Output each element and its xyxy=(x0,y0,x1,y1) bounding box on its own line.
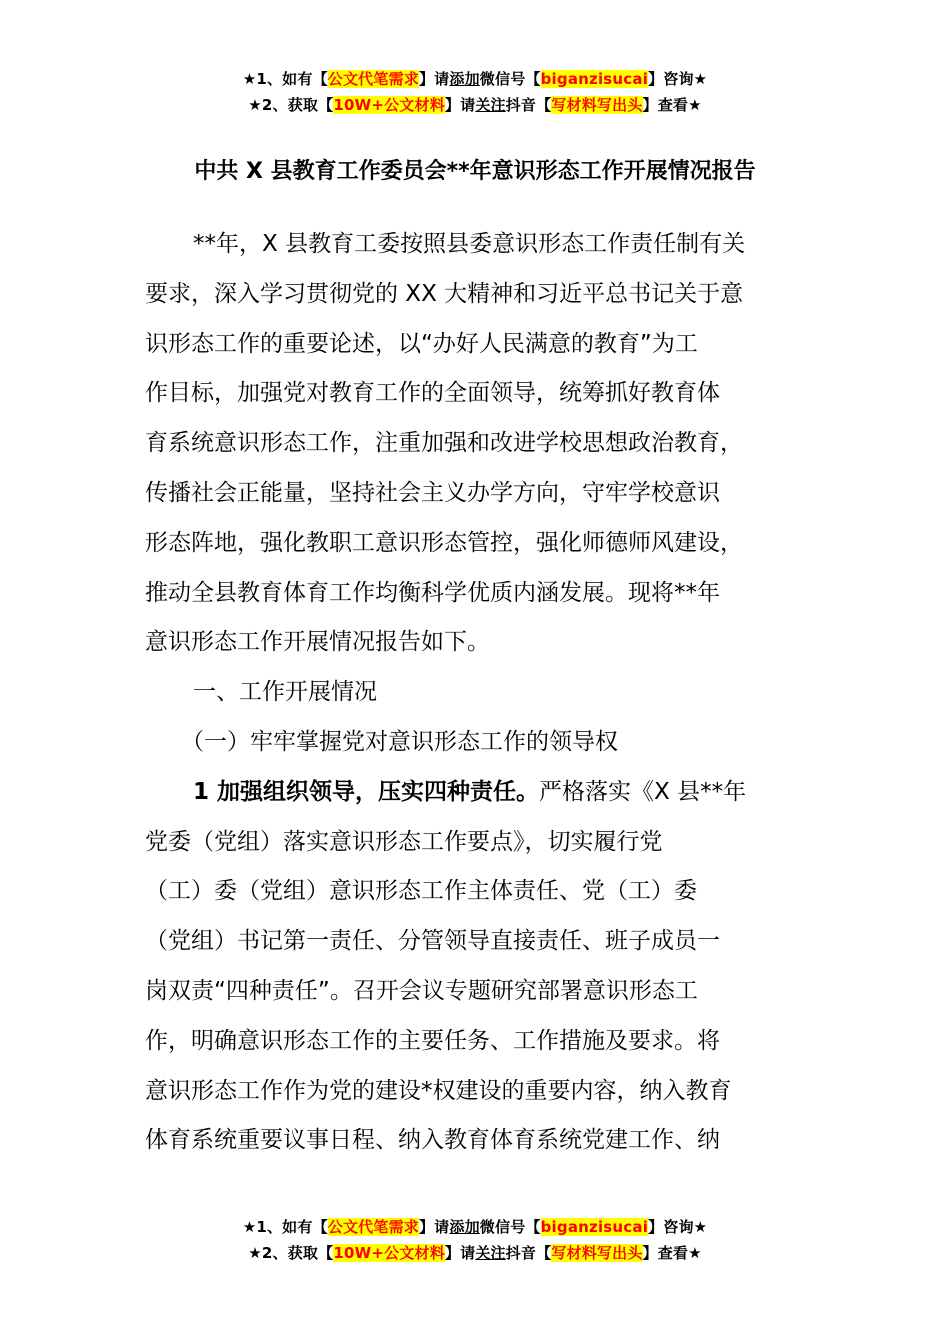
header-promo-banner xyxy=(0,66,950,118)
highlight-wechat-id: biganzisucai xyxy=(540,70,649,88)
paragraph-line: 传播社会正能量，坚持社会主义办学方向，守牢学校意识 xyxy=(145,479,720,506)
paragraph-line: 要求，深入学习贯彻党的 XX 大精神和习近平总书记关于意 xyxy=(145,280,744,307)
document-body xyxy=(145,220,807,1166)
highlight-service: 公文代笔需求 xyxy=(327,70,419,88)
footer-promo-banner xyxy=(0,1214,950,1266)
subsection-heading: （一）牢牢掌握党对意识形态工作的领导权 xyxy=(181,728,618,755)
promo-line-2: ★2、获取【10W+公文材料】请关注抖音【写材料写出头】查看★ xyxy=(248,1244,702,1262)
paragraph-line: 意识形态工作作为党的建设*权建设的重要内容，纳入教育 xyxy=(145,1077,732,1104)
section-heading: 一、工作开展情况 xyxy=(193,679,377,706)
document-title: 中共 X 县教育工作委员会**年意识形态工作开展情况报告 xyxy=(194,159,756,184)
promo-line-1: ★1、如有【公文代笔需求】请添加微信号【biganzisucai】咨询★ xyxy=(242,1218,708,1236)
paragraph-line: 党委（党组）落实意识形态工作要点》，切实履行党 xyxy=(145,828,663,855)
paragraph-line: 育系统意识形态工作，注重加强和改进学校思想政治教育， xyxy=(145,430,743,457)
paragraph-line: 推动全县教育体育工作均衡科学优质内涵发展。现将**年 xyxy=(145,579,720,606)
paragraph-line: （党组）书记第一责任、分管领导直接责任、班子成员一 xyxy=(145,928,720,955)
highlight-materials: 10W+公文材料 xyxy=(333,1244,445,1262)
highlight-douyin: 写材料写出头 xyxy=(551,1244,643,1262)
highlight-douyin: 写材料写出头 xyxy=(551,96,643,114)
highlight-service: 公文代笔需求 xyxy=(327,1218,419,1236)
promo-line-1: ★1、如有【公文代笔需求】请添加微信号【biganzisucai】咨询★ xyxy=(242,70,708,88)
paragraph-line: 形态阵地，强化教职工意识形态管控，强化师德师风建设， xyxy=(145,529,743,556)
highlight-wechat-id: biganzisucai xyxy=(540,1218,649,1236)
paragraph-line: 作，明确意识形态工作的主要任务、工作措施及要求。将 xyxy=(145,1027,720,1054)
item-first-line: 1 加强组织领导，压实四种责任。严格落实《X 县**年 xyxy=(193,778,747,805)
paragraph-line: 岗双责“四种责任”。召开会议专题研究部署意识形态工 xyxy=(145,977,698,1004)
paragraph-line: **年，X 县教育工委按照县委意识形态工作责任制有关 xyxy=(193,231,746,257)
paragraph-line: 体育系统重要议事日程、纳入教育体育系统党建工作、纳 xyxy=(145,1127,720,1154)
item-bold-lead: 1 加强组织领导，压实四种责任。 xyxy=(193,778,540,805)
highlight-materials: 10W+公文材料 xyxy=(333,96,445,114)
paragraph-line: 作目标，加强党对教育工作的全面领导，统筹抓好教育体 xyxy=(145,380,720,407)
promo-line-2: ★2、获取【10W+公文材料】请关注抖音【写材料写出头】查看★ xyxy=(248,96,702,114)
paragraph-line: 意识形态工作开展情况报告如下。 xyxy=(145,629,490,656)
paragraph-line: （工）委（党组）意识形态工作主体责任、党（工）委 xyxy=(145,878,697,905)
paragraph-line: 识形态工作的重要论述，以“办好人民满意的教育”为工 xyxy=(145,330,698,357)
